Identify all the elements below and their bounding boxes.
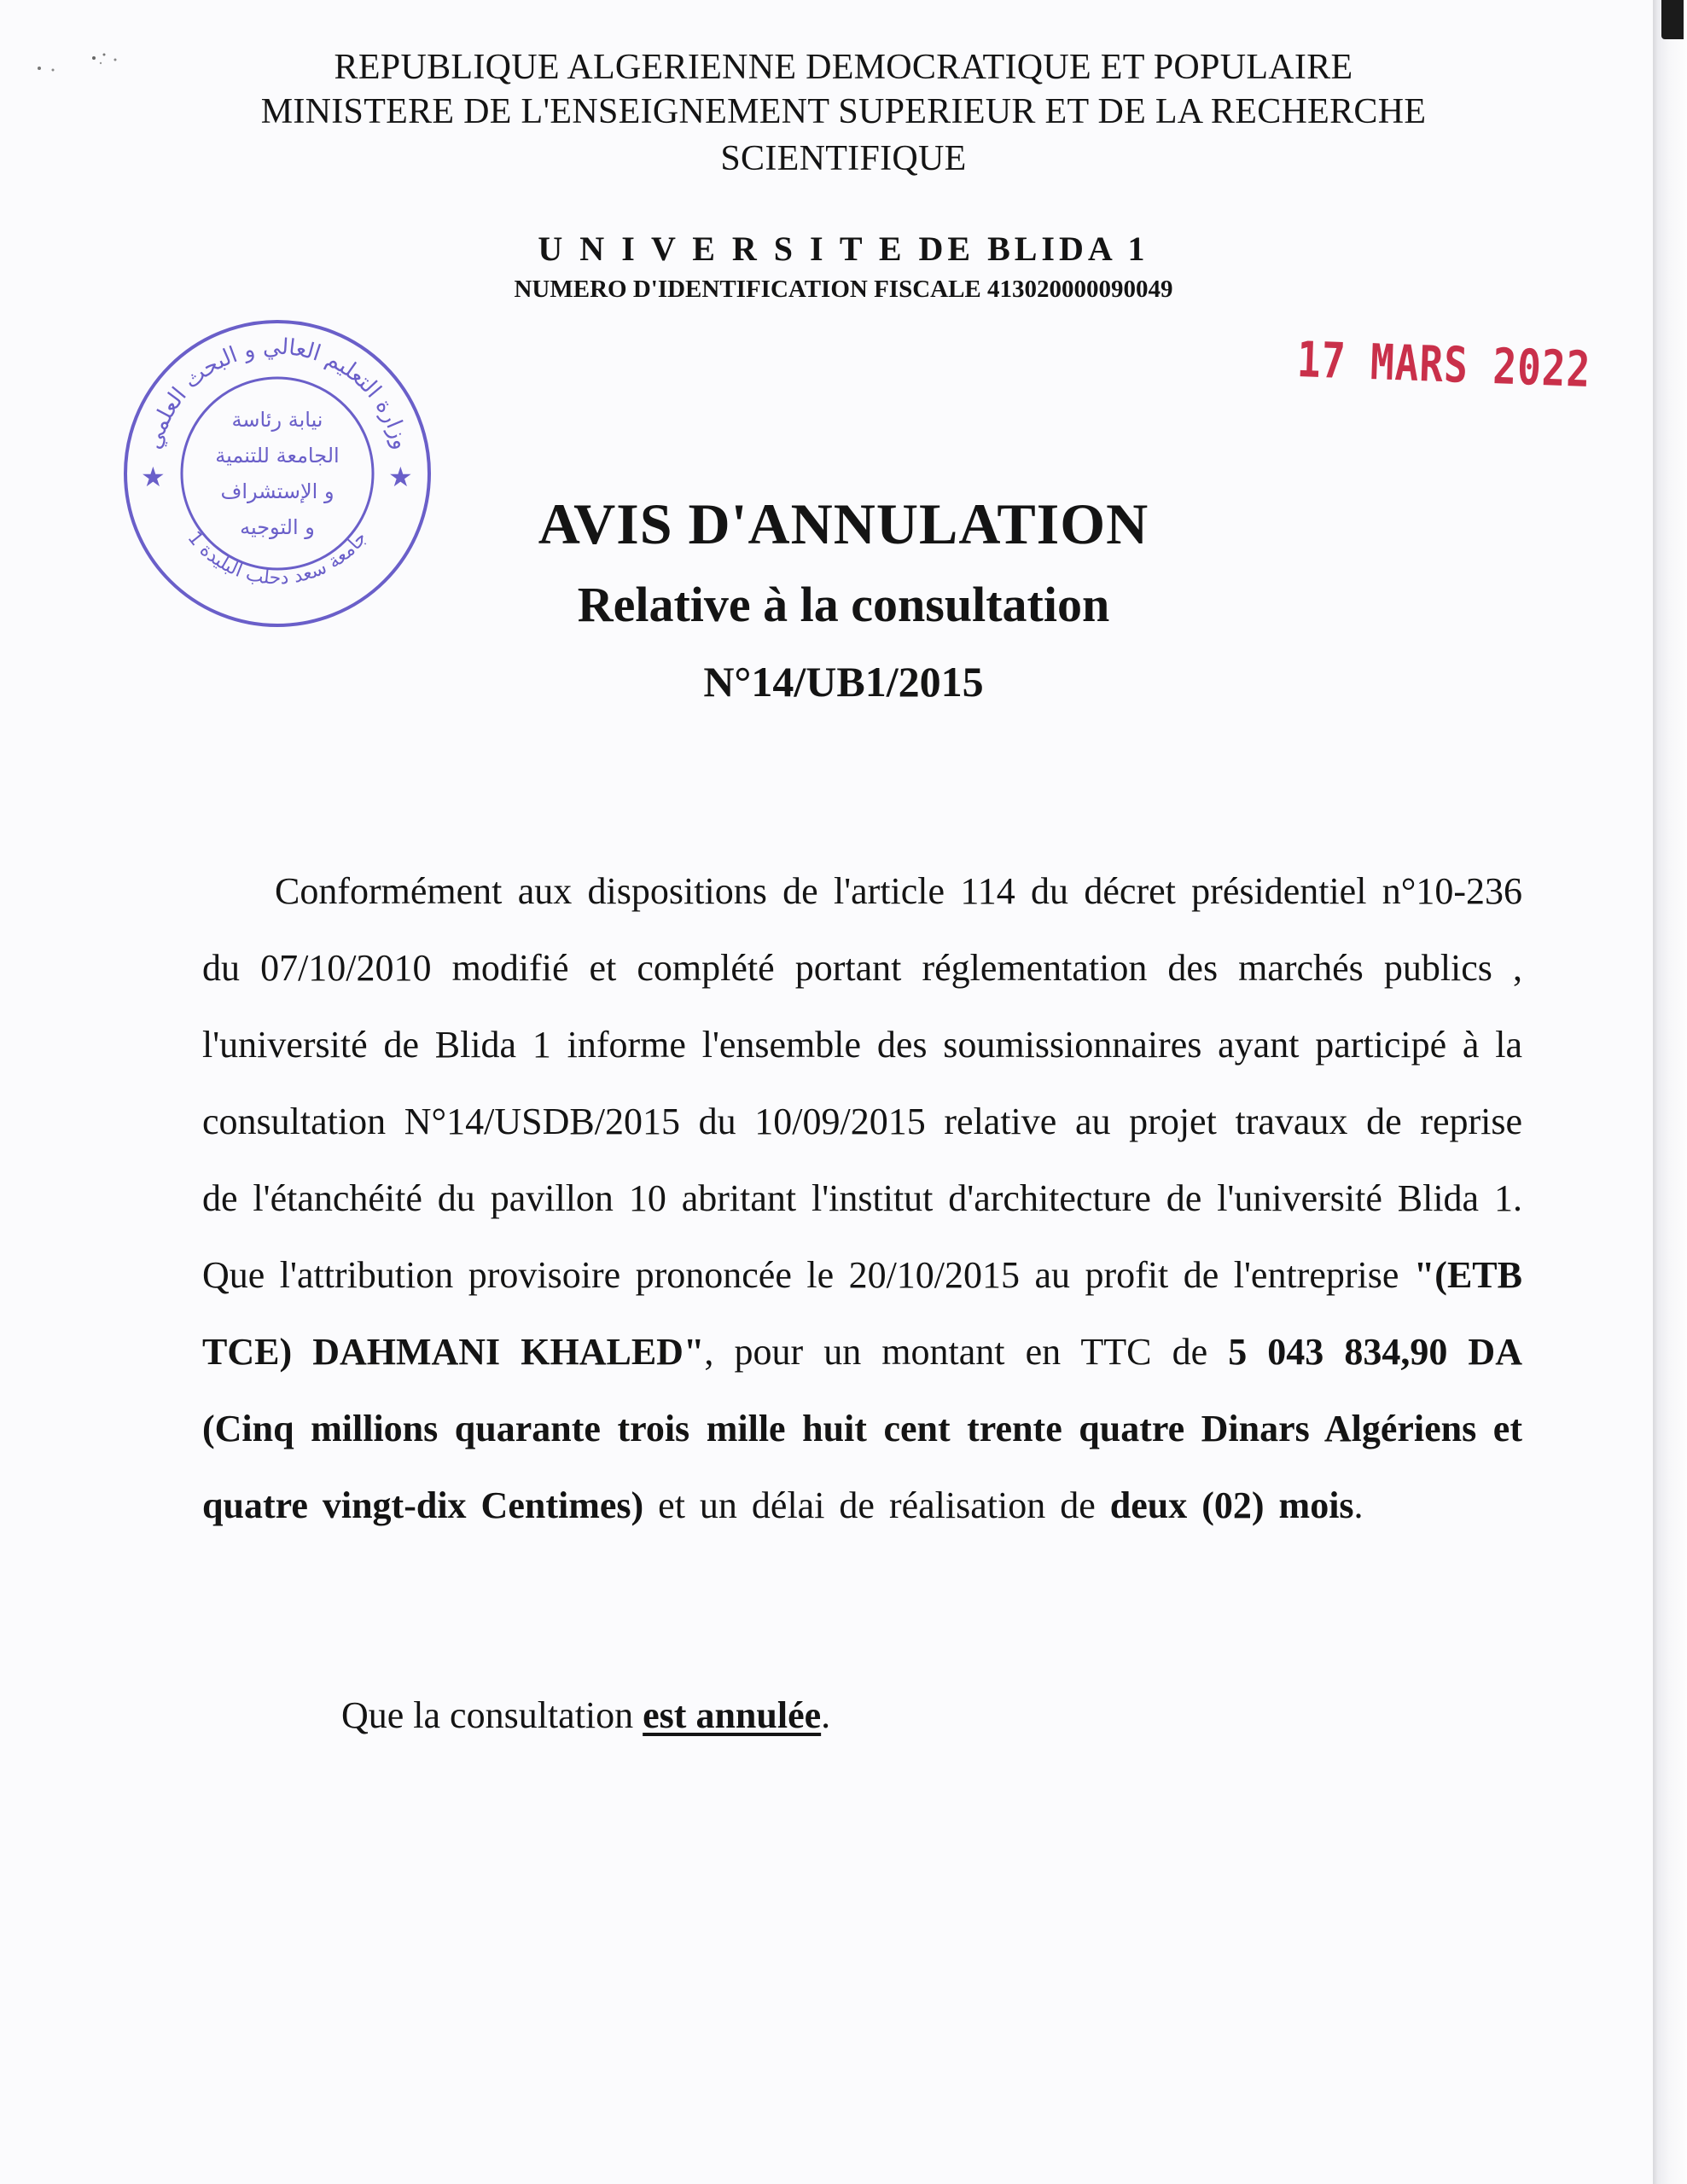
paragraph-text-d: . xyxy=(1353,1484,1364,1526)
republic-header: REPUBLIQUE ALGERIENNE DEMOCRATIQUE ET POPULAIRE xyxy=(334,48,1353,87)
fiscal-id: NUMERO D'IDENTIFICATION FISCALE 413020000090049 xyxy=(514,276,1173,303)
closing-prefix: Que la consultation xyxy=(341,1694,643,1736)
notice-body xyxy=(202,853,1522,1544)
company-name: "(ETB TCE) DAHMANI KHALED" xyxy=(202,1254,1522,1373)
scan-corner-mark xyxy=(1661,0,1684,39)
seal-inner-line-2: الجامعة للتنمية xyxy=(215,444,340,468)
page-edge xyxy=(1653,0,1687,2184)
contract-amount: 5 043 834,90 DA (Cinq millions quarante trois mille huit cent trente quatre Dinars Algériens et quatre vingt-dix Centimes) xyxy=(202,1331,1522,1526)
seal-inner-line-1: نيابة رئاسة xyxy=(231,408,323,432)
document-title: AVIS D'ANNULATION xyxy=(538,491,1149,556)
seal-inner-line-4: و التوجيه xyxy=(240,515,315,539)
university-name: U N I V E R S I T E DE BLIDA 1 xyxy=(538,229,1149,268)
notice-paragraph xyxy=(202,853,1522,1544)
paragraph-text-c: et un délai de réalisation de xyxy=(643,1484,1110,1526)
ministry-header-cont: SCIENTIFIQUE xyxy=(720,139,967,178)
paragraph-text-a: Conformément aux dispositions de l'article 114 du décret présidentiel n°10-236 du 07/10/2010 modifié et complété portant réglementation des marchés publics , l'université de Blida 1 informe l'ensemble des soumissionnaires ayant participé à la consultation N°14/USDB/2015 du 10/09/2015 relative au projet travaux de reprise de l'étanchéité du pavillon 10 abritant l'institut d'architecture de l'université Blida 1. Que l'attribution provisoire prononcée le 20/10/2015 au profit de l'entreprise xyxy=(202,870,1522,1296)
paragraph-text-b: , pour un montant en TTC de xyxy=(704,1331,1229,1373)
ministry-header: MINISTERE DE L'ENSEIGNEMENT SUPERIEUR ET DE LA RECHERCHE xyxy=(260,92,1427,131)
seal-inner-line-3: و الإستشراف xyxy=(220,479,334,503)
closing-suffix: . xyxy=(821,1694,831,1736)
seal-bottom-text: جامعة سعد دحلب البليدة 1 xyxy=(183,527,372,590)
svg-text:وزارة التعليم العالي و البحث ا xyxy=(141,334,414,452)
closing-statement xyxy=(341,1693,830,1737)
cancellation-status: est annulée xyxy=(643,1694,822,1736)
seal-star-left-icon: ★ xyxy=(141,461,166,493)
document-subtitle: Relative à la consultation xyxy=(577,577,1110,632)
seal-star-right-icon: ★ xyxy=(388,461,413,493)
date-stamp: 17 MARS 2022 xyxy=(1295,330,1592,398)
consultation-reference: N°14/UB1/2015 xyxy=(703,658,984,706)
completion-delay: deux (02) mois xyxy=(1109,1484,1354,1526)
seal-outer-text: وزارة التعليم العالي و البحث العلمي xyxy=(141,334,414,452)
